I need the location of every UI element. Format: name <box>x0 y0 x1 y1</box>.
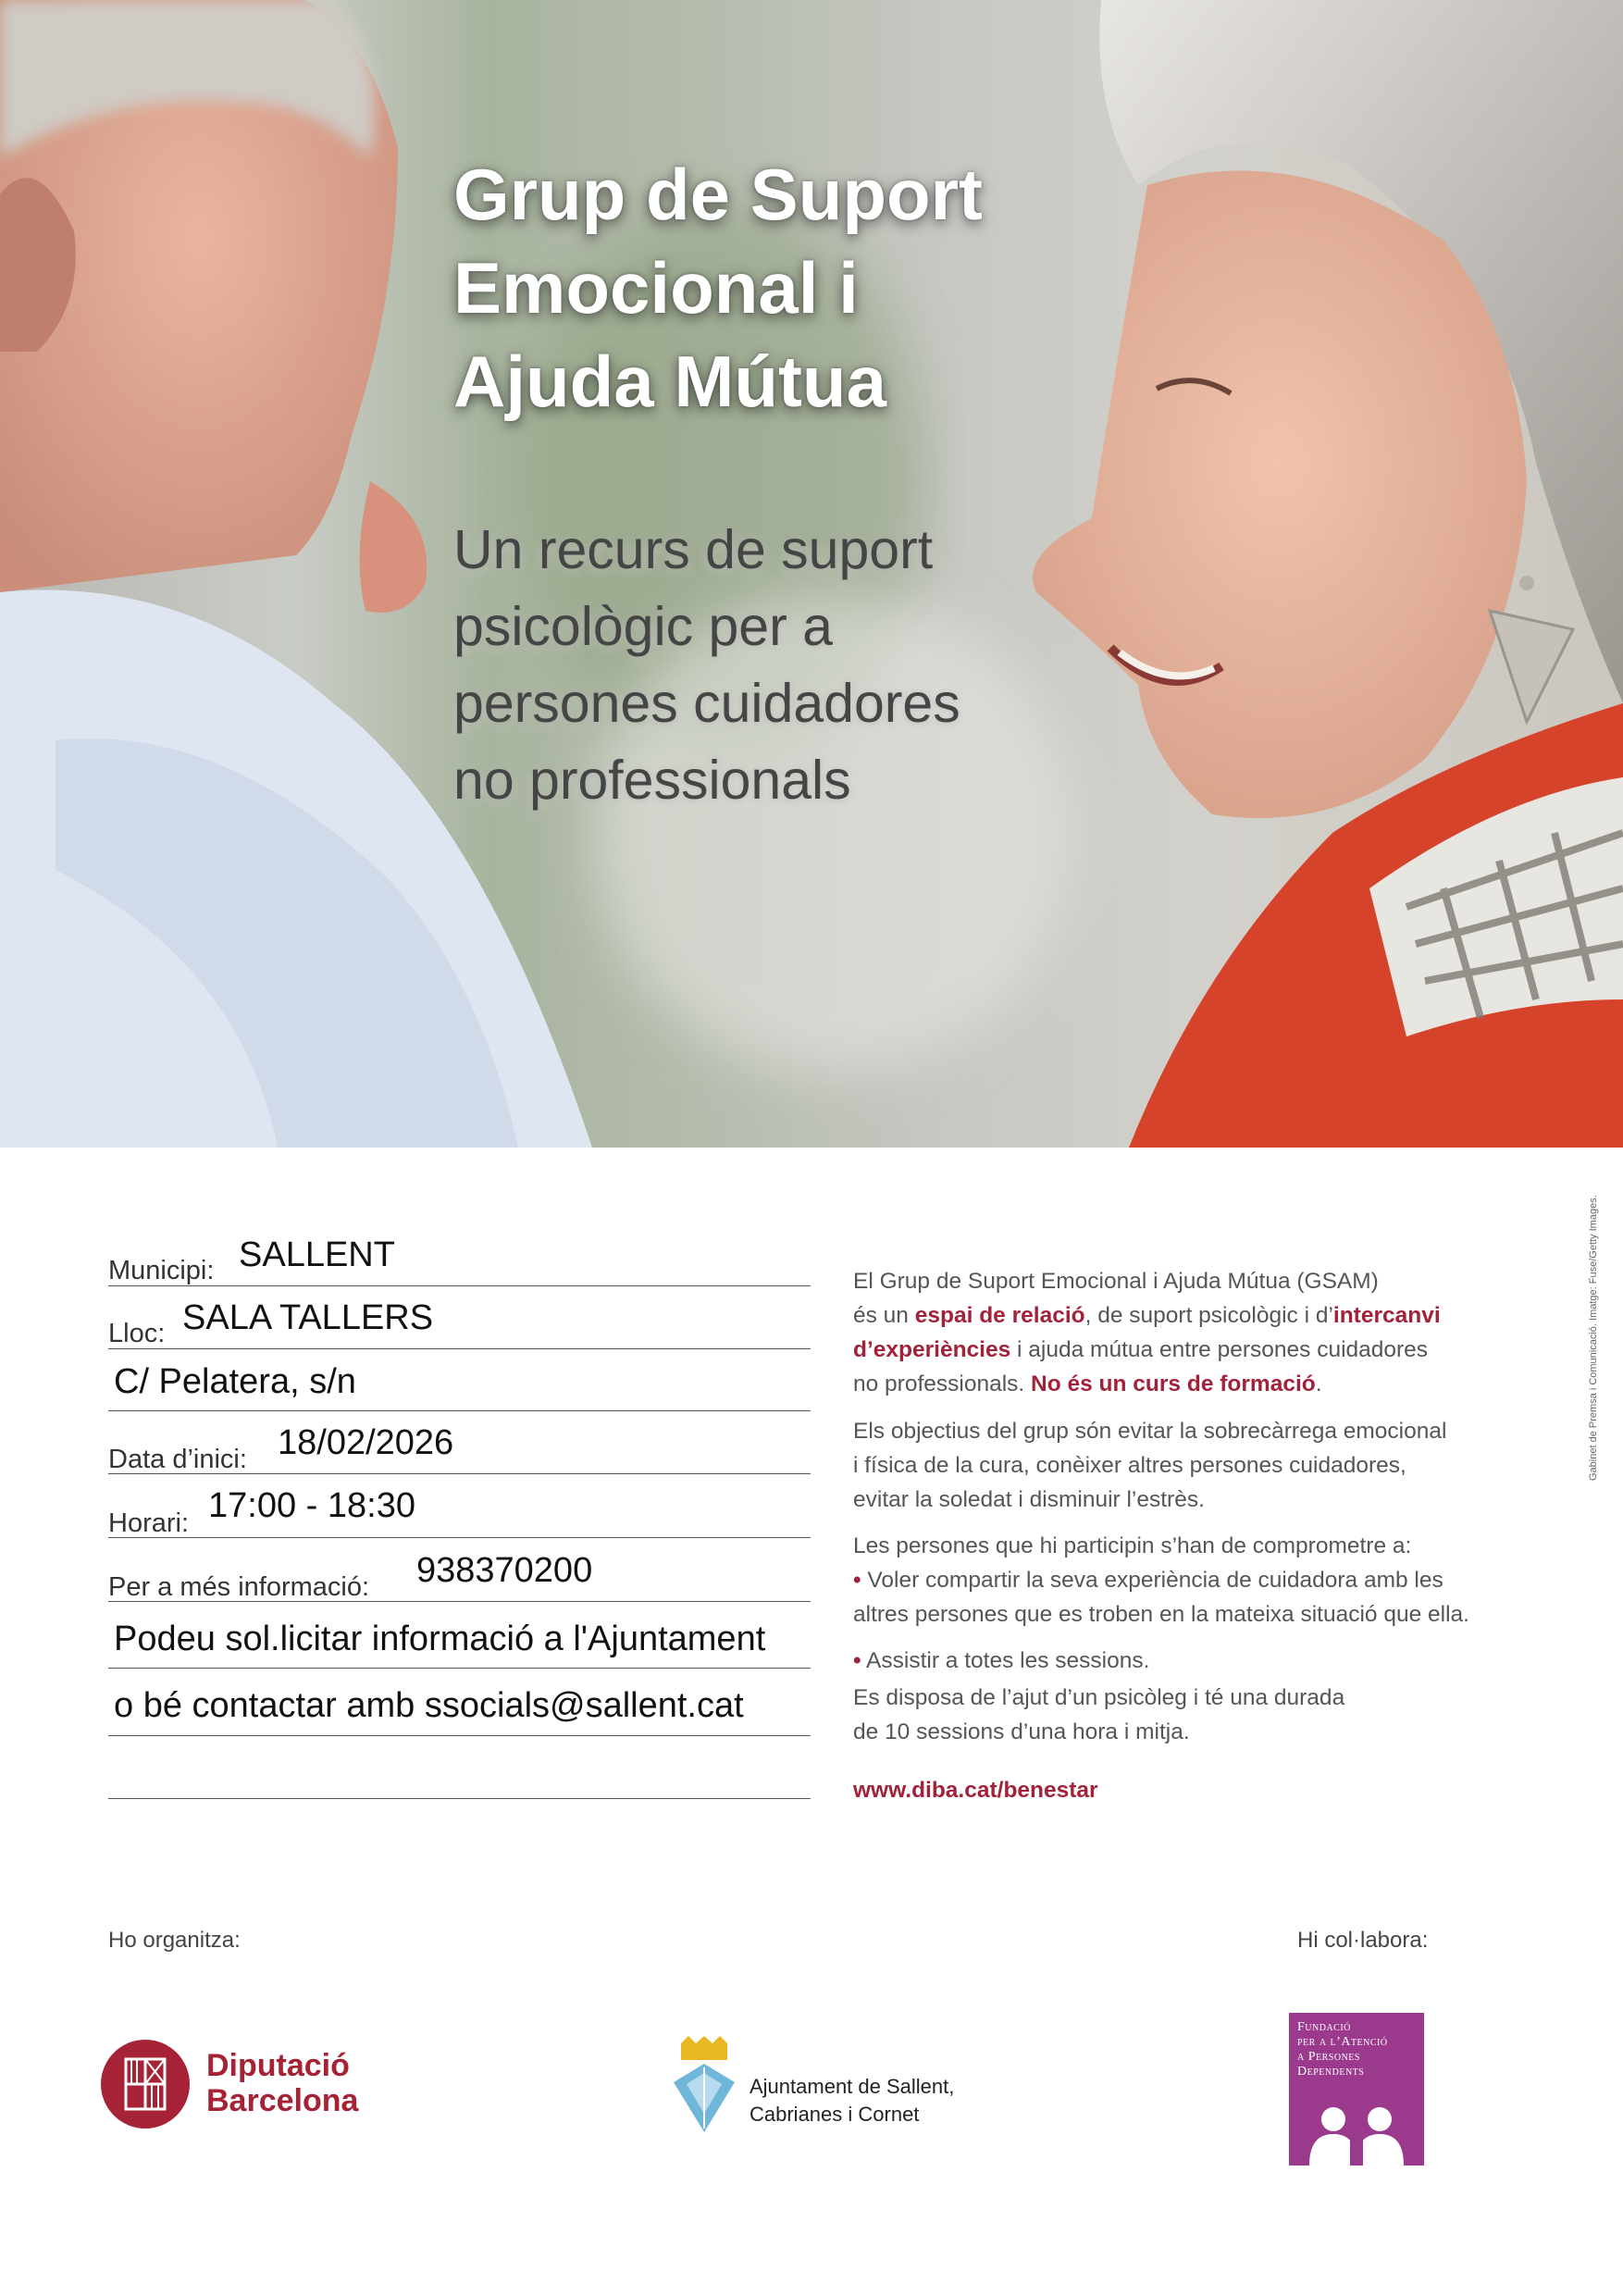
hero-subtitle-line: psicològic per a <box>453 596 833 657</box>
fundacio-name-line: a Persones <box>1297 2050 1360 2064</box>
diputacio-name-line: Diputació <box>206 2048 350 2083</box>
info-label: Per a més informació: <box>108 1572 370 1602</box>
description-paragraph-3 <box>853 1529 1538 1632</box>
info-line-1: Podeu sol.licitar informació a l'Ajuntament <box>114 1620 766 1658</box>
text-run: Les persones que hi participin s’han de comprometre a: <box>853 1533 1412 1558</box>
highlight-text: d’experiències <box>853 1337 1011 1362</box>
bullet-text: altres persones que es troben en la mateixa situació que ella. <box>853 1602 1469 1627</box>
text-run: evitar la soledat i disminuir l’estrès. <box>853 1487 1205 1512</box>
form-line <box>108 1668 811 1669</box>
bullet-text: Assistir a totes les sessions. <box>866 1648 1150 1673</box>
benestar-link[interactable]: www.diba.cat/benestar <box>853 1778 1098 1803</box>
fundacio-name-line: Dependents <box>1297 2065 1365 2079</box>
lloc-value: SALA TALLERS <box>182 1298 434 1337</box>
bullet-text: Voler compartir la seva experiència de cuidadora amb les <box>867 1568 1443 1593</box>
text-run: Es disposa de l’ajut d’un psicòleg i té una durada <box>853 1685 1345 1710</box>
diputacio-emblem-icon <box>100 2039 191 2129</box>
highlight-text: intercanvi <box>1332 1303 1441 1328</box>
form-line <box>108 1410 811 1411</box>
fundacio-name-line: Fundació <box>1297 2020 1351 2034</box>
ajuntament-name-line: Cabrianes i Cornet <box>750 2103 920 2126</box>
ajuntament-logo <box>668 2036 1001 2138</box>
ajuntament-shield-icon <box>668 2036 740 2136</box>
hero-subtitle <box>453 512 1101 819</box>
form-line <box>108 1537 811 1538</box>
hero-title <box>453 148 1212 428</box>
text-run: , de suport psicològic i d’ <box>1084 1303 1333 1328</box>
form-line <box>108 1473 811 1474</box>
horari-label: Horari: <box>108 1508 190 1538</box>
text-run: de 10 sessions d’una hora i mitja. <box>853 1719 1190 1744</box>
hero-title-line: Grup de Suport <box>453 154 983 235</box>
form-line <box>108 1285 811 1286</box>
hero-subtitle-line: no professionals <box>453 750 851 811</box>
text-run: és un <box>853 1303 915 1328</box>
horari-value: 17:00 - 18:30 <box>208 1486 415 1525</box>
text-run: i ajuda mútua entre persones cuidadores <box>1010 1337 1429 1362</box>
people-icon <box>1289 2101 1424 2166</box>
hero-title-line: Ajuda Mútua <box>453 341 886 422</box>
organitza-label: Ho organitza: <box>108 1928 241 1953</box>
info-line-2: o bé contactar amb ssocials@sallent.cat <box>114 1686 744 1725</box>
data-inici-label: Data d’inici: <box>108 1445 247 1474</box>
hero-title-line: Emocional i <box>453 247 859 329</box>
form-line <box>108 1601 811 1602</box>
highlight-text: No és un curs de formació <box>1031 1371 1316 1396</box>
description-paragraph-2 <box>853 1414 1538 1517</box>
bullet-icon: • <box>853 1568 861 1593</box>
collabora-label: Hi col·labora: <box>1297 1928 1429 1953</box>
address-value: C/ Pelatera, s/n <box>114 1362 356 1401</box>
hero-subtitle-line: persones cuidadores <box>453 673 960 734</box>
hero-subtitle-line: Un recurs de suport <box>453 519 934 580</box>
text-run: . <box>1315 1371 1322 1396</box>
fundacio-logo <box>1289 2013 1424 2166</box>
text-run: no professionals. <box>853 1371 1032 1396</box>
form-line <box>108 1348 811 1349</box>
text-run: i física de la cura, conèixer altres persones cuidadores, <box>853 1453 1406 1478</box>
form-line-empty <box>108 1798 811 1799</box>
bullet-icon: • <box>853 1648 861 1673</box>
lloc-label: Lloc: <box>108 1319 166 1348</box>
highlight-text: espai de relació <box>914 1303 1085 1328</box>
text-run: El Grup de Suport Emocional i Ajuda Mútua (GSAM) <box>853 1269 1379 1294</box>
diputacio-name-line: Barcelona <box>206 2083 359 2118</box>
form-line <box>108 1735 811 1736</box>
data-inici-value: 18/02/2026 <box>278 1423 454 1462</box>
info-phone-value: 938370200 <box>416 1551 593 1590</box>
fundacio-name-line: per a l’Atenció <box>1297 2035 1388 2049</box>
ajuntament-name-line: Ajuntament de Sallent, <box>750 2075 955 2098</box>
description-bullet-2 <box>853 1644 1538 1678</box>
municipi-value: SALLENT <box>239 1235 395 1274</box>
photo-credit: Gabinet de Premsa i Comunicació. Imatge: Fuse/Getty Images. <box>1588 1195 1599 1481</box>
municipi-label: Municipi: <box>108 1256 215 1285</box>
text-run: Els objectius del grup són evitar la sobrecàrrega emocional <box>853 1419 1447 1444</box>
diputacio-logo <box>100 2039 396 2131</box>
description-paragraph-4 <box>853 1681 1538 1749</box>
description-paragraph-1 <box>853 1264 1538 1401</box>
